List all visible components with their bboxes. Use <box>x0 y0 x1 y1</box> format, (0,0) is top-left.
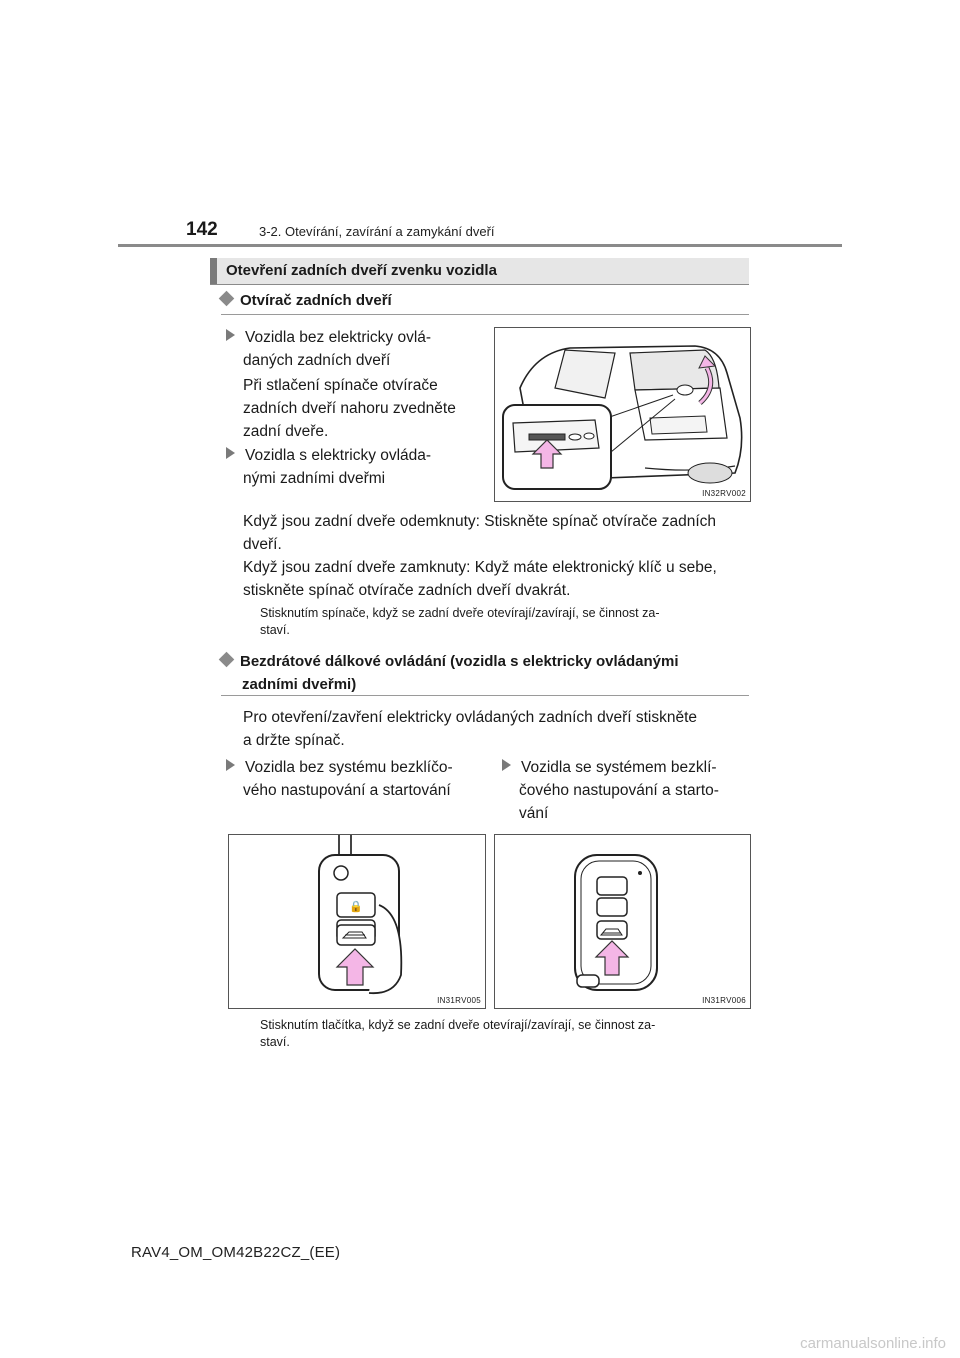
triangle-bullet-icon <box>502 759 511 771</box>
triangle-bullet-icon <box>226 759 235 771</box>
smart-key-figure <box>494 834 751 1009</box>
triangle-bullet-icon <box>226 447 235 459</box>
figure-code-left: IN31RV005 <box>437 996 481 1005</box>
section-accent <box>210 258 217 284</box>
header-rule <box>118 244 842 247</box>
unlocked-paragraph: Když jsou zadní dveře odemknuty: Stiskněte spínač otvírače zadních dveří. <box>243 513 717 553</box>
car-rear-illustration <box>495 328 750 501</box>
svg-text:🔒: 🔒 <box>349 900 363 913</box>
remote-text: Pro otevření/zavření elektricky ovládaných zadních dveří stiskněte a držte spínač. <box>243 709 698 749</box>
opener-heading: Otvírač zadních dveří <box>221 292 392 309</box>
item1-label: Vozidla bez elektricky ovlá- daných zadních dveří <box>243 326 478 372</box>
smart-key-illustration <box>495 835 750 1008</box>
diamond-bullet-icon <box>219 652 235 668</box>
remote-right-label: Vozidla se systémem bezklí- čového nastupování a starto- vání <box>519 756 749 825</box>
figure-code-right: IN31RV006 <box>702 996 746 1005</box>
sub-heading-rule <box>221 314 749 315</box>
remote-heading: Bezdrátové dálkové ovládání (vozidla s elektricky ovládanými zadními dveřmi) <box>221 650 749 696</box>
tailgate-figure <box>494 327 751 502</box>
sub-heading-rule <box>221 695 749 696</box>
diamond-bullet-icon <box>219 291 235 307</box>
flip-key-illustration <box>229 835 485 1008</box>
section-title-bar <box>210 258 749 285</box>
locked-paragraph: Když jsou zadní dveře zamknuty: Když máte elektronický klíč u sebe, stiskněte spínač otvírače zadních dveří dvakrát. <box>243 559 717 599</box>
flip-key-figure <box>228 834 486 1009</box>
stop-note: Stisknutím spínače, když se zadní dveře otevírají/zavírají, se činnost za- staví. <box>260 606 660 637</box>
remote-stop-note: Stisknutím tlačítka, když se zadní dveře otevírají/zavírají, se činnost za- staví. <box>260 1018 656 1049</box>
figure-code: IN32RV002 <box>702 489 746 498</box>
document-code: RAV4_OM_OM42B22CZ_(EE) <box>131 1244 341 1261</box>
page-number: 142 <box>186 219 218 240</box>
item1-text: Při stlačení spínače otvírače zadních dveří nahoru zvedněte zadní dveře. <box>243 377 456 440</box>
remote-left-label: Vozidla bez systému bezklíčo- vého nastupování a startování <box>243 756 478 802</box>
item2-label: Vozidla s elektricky ovláda- nými zadními dveřmi <box>243 444 478 490</box>
section-title: Otevření zadních dveří zvenku vozidla <box>226 262 497 279</box>
breadcrumb: 3-2. Otevírání, zavírání a zamykání dveří <box>259 224 495 239</box>
triangle-bullet-icon <box>226 329 235 341</box>
watermark: carmanualsonline.info <box>800 1335 946 1352</box>
